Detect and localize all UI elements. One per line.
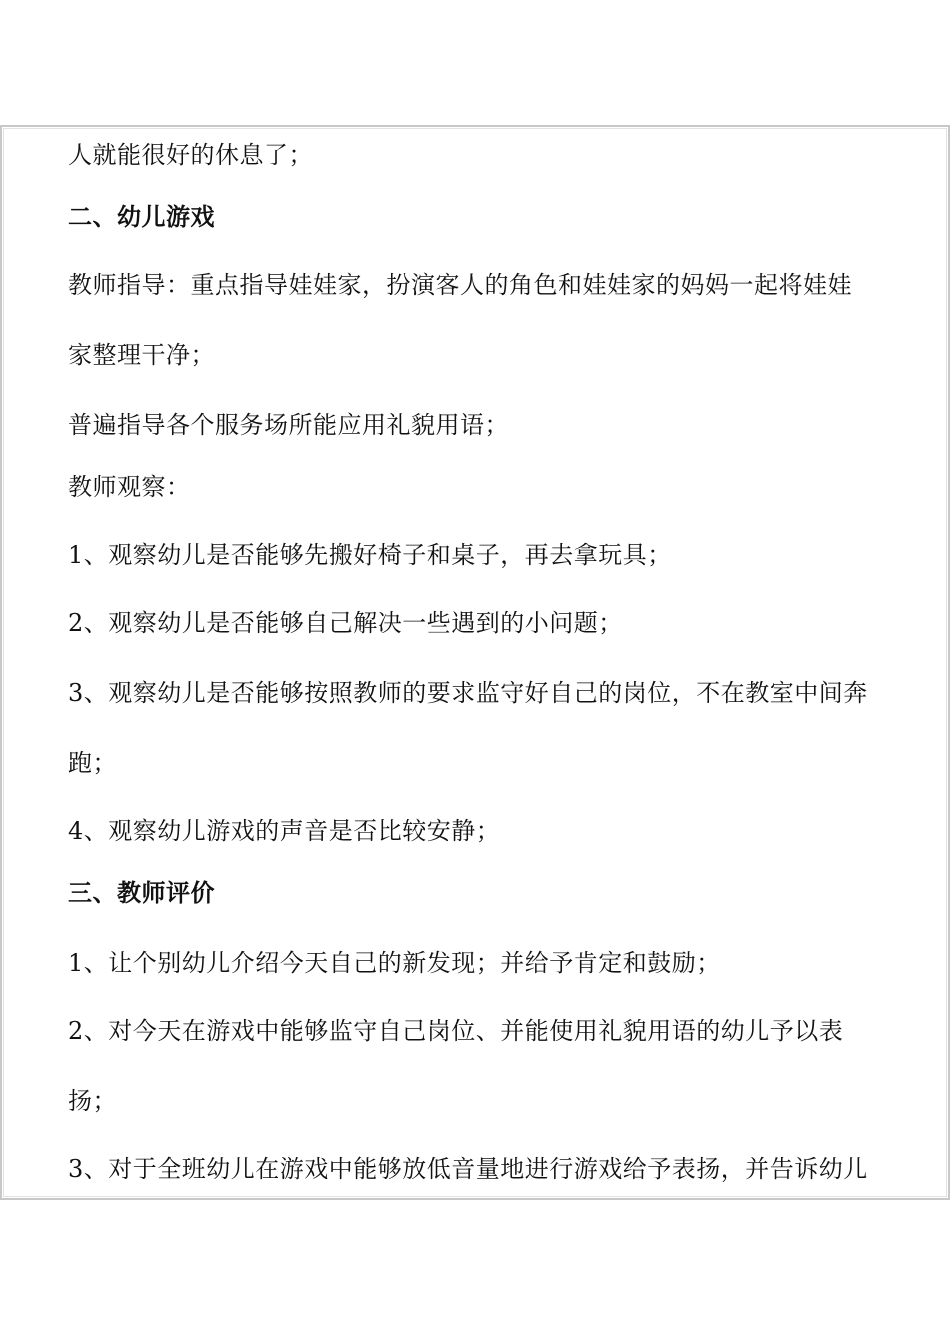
text-line-teacher-guidance: 教师指导：重点指导娃娃家，扮演客人的角色和娃娃家的妈妈一起将娃娃 bbox=[68, 271, 852, 299]
list-item-observation-3: 3、观察幼儿是否能够按照教师的要求监守好自己的岗位，不在教室中间奔 bbox=[68, 679, 868, 707]
list-item-observation-3-cont: 跑； bbox=[68, 749, 117, 777]
list-item-observation-1: 1、观察幼儿是否能够先搬好椅子和桌子，再去拿玩具； bbox=[68, 541, 672, 569]
text-line-rest-intro: 人就能很好的休息了； bbox=[68, 141, 313, 169]
list-item-observation-2: 2、观察幼儿是否能够自己解决一些遇到的小问题； bbox=[68, 609, 623, 637]
list-item-evaluation-3: 3、对于全班幼儿在游戏中能够放低音量地进行游戏给予表扬，并告诉幼儿 bbox=[68, 1155, 868, 1183]
list-item-evaluation-2-cont: 扬； bbox=[68, 1087, 117, 1115]
text-line-general-guidance: 普遍指导各个服务场所能应用礼貌用语； bbox=[68, 411, 509, 439]
text-line-teacher-guidance-cont: 家整理干净； bbox=[68, 341, 215, 369]
section-heading-child-games: 二、幼儿游戏 bbox=[68, 203, 215, 231]
section-heading-teacher-evaluation: 三、教师评价 bbox=[68, 879, 215, 907]
list-item-observation-4: 4、观察幼儿游戏的声音是否比较安静； bbox=[68, 817, 501, 845]
list-item-evaluation-2: 2、对今天在游戏中能够监守自己岗位、并能使用礼貌用语的幼儿予以表 bbox=[68, 1017, 844, 1045]
text-line-teacher-observation: 教师观察： bbox=[68, 473, 191, 501]
list-item-evaluation-1: 1、让个别幼儿介绍今天自己的新发现；并给予肯定和鼓励； bbox=[68, 949, 721, 977]
